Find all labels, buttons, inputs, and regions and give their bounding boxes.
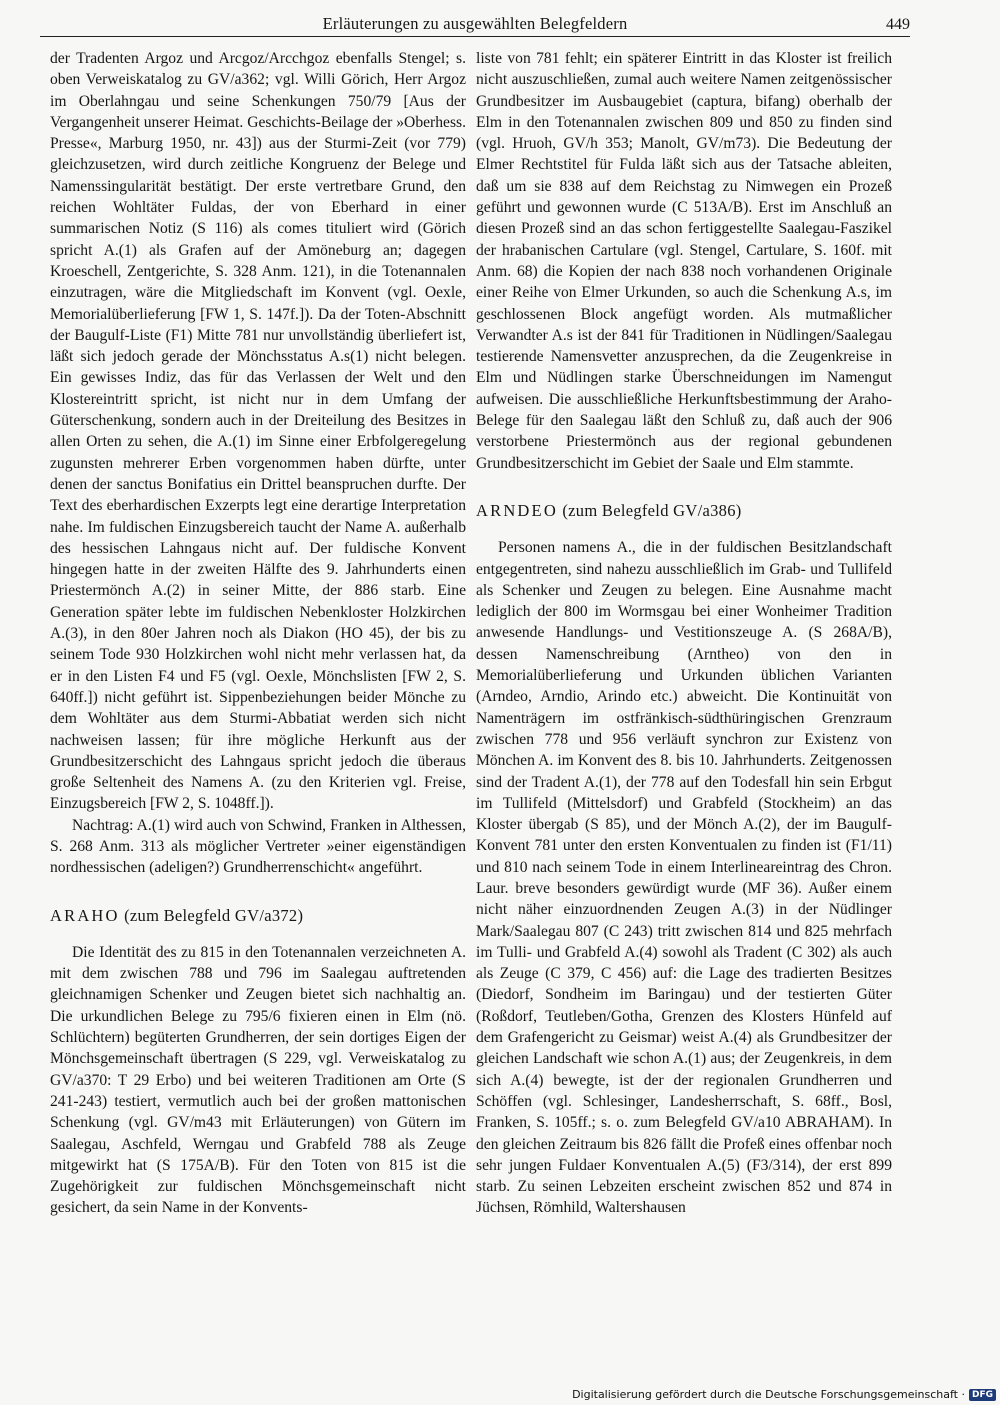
section-headword: ARAHO	[50, 905, 120, 925]
section-heading-suffix: (zum Belegfeld GV/a372)	[119, 905, 304, 925]
running-header	[40, 10, 910, 37]
left-paragraph-1: der Tradenten Argoz und Arcgoz/Arcchgoz ebenfalls Stengel; s. oben Verweiskatalog zu GV/a362; vgl. Willi Görich, Herr Argoz im Oberlahngau und seine Schenkungen 750/79 [Aus der Vergangenheit unserer Heimat. Geschichts-Beilage der »Oberhess. Presse«, Marburg 1950, nr. 43]) aus der Sturmi-Zeit (vor 779) gleichzusetzen, wird durch zeitliche Kongruenz der Belege und Namenssingularität bestätigt. Der erste vertretbare Grund, den reichen Wohltäter Fuldas, der von Eberhard in einer summarischen Notiz (S 116) als comes tituliert wird (Görich spricht A.(1) als Grafen auf der Amöneburg an; dagegen Kroeschell, Zentgerichte, S. 328 Anm. 121), in die Totenannalen einzutragen, wäre die Mitgliedschaft im Konvent (vgl. Oexle, Memorialüberlieferung [FW 1, S. 147f.]). Da der Toten-Abschnitt der Baugulf-Liste (F1) Mitte 781 nur unvollständig überliefert ist, läßt sich jedoch gerade der Mönchsstatus A.s(1) nicht belegen. Ein gewisses Indiz, das für das Verlassen der Welt und den Klostereintritt spricht, ist nicht nur in dem Umfang der Güterschenkung, sondern auch in der Dreiteilung des Besitzes in allen Orten zu sehen, die A.(1) im Sinne einer Erbfolgeregelung zugunsten mehrerer Erben vorgenommen haben dürfte, unter denen der sanctus Bonifatius ein Drittel beanspruchen durfte. Der Text des eberhardischen Exzerpts legt eine derartige Interpretation nahe. Im fuldischen Einzugsbereich taucht der Name A. außerhalb des hessischen Lahngaus nicht auf. Der fuldische Konvent hingegen hatte in der zweiten Hälfte des 9. Jahrhunderts einen Priestermönch A.(2) in seiner Mitte, der 886 starb. Eine Generation später lebte im fuldischen Nebenkloster Holzkirchen A.(3), in den 80er Jahren noch als Diakon (HO 45), der bis zu seinem Tode 930 Holzkirchen wohl nicht mehr verlassen hat, da er in den Listen F4 und F5 (vgl. Oexle, Mönchslisten [FW 2, S. 640ff.]) nicht geführt ist. Sippenbeziehungen beider Mönche zu dem Wohltäter aus dem Sturmi-Abbatiat werden sich nicht nachweisen lassen; für ihre mögliche Herkunft aus der Grundbesitzerschicht des Lahngaus spricht jedoch die überaus große Seltenheit des Namens A. (zu den Kriterien vgl. Freise, Einzugsbereich [FW 2, S. 1048ff.]).	[50, 50, 466, 813]
left-paragraph-nachtrag: Nachtrag: A.(1) wird auch von Schwind, Franken in Althessen, S. 268 Anm. 313 als möglicher Vertreter »einer eigenständigen nordhessischen (adeligen?) Grundherrenschicht« angeführt.	[50, 816, 466, 877]
right-column	[476, 48, 892, 1219]
arndeo-paragraph: Personen namens A., die in der fuldischen Besitzlandschaft entgegentreten, sind nahezu ausschließlich im Grab- und Tullifeld als Schenker und Zeugen zu belegen. Eine Ausnahme macht lediglich der 800 im Wormsgau bei einer Wonheimer Tradition anwesende Handlungs- und Vestitionszeuge A. (S 268A/B), dessen Namenschreibung (Arntheo) von den in Memorialüberlieferung und Urkunden üblichen Varianten (Arndeo, Arndio, Arindo etc.) abweicht. Die Kontinuität von Namenträgern im ostfränkisch-südthüringischen Grenzraum zwischen 778 und 956 verläuft synchron zur Existenz von Mönchen A. im Konvent des 8. bis 10. Jahrhunderts. Zeitgenossen sind der Tradent A.(1), der 778 auf den Todesfall hin sein Erbgut im Tullifeld (Mittelsdorf) und Grabfeld (Stockheim) an das Kloster übergab (S 85), und der Mönch A.(2), der im Baugulf-Konvent 781 unter den ersten Konventualen zu finden ist (F1/11) und 810 nach seinem Tode in einem Interlineareintrag des Chron. Laur. breve besonders gewürdigt wurde (MF 36). Außer einem nicht näher einzuordnenden Zeugen A.(3) in der Nüdlinger Mark/Saalegau 807 (C 243) tritt zwischen 814 und 825 mehrfach im Tulli- und Grabfeld A.(4) sowohl als Tradent (C 302) als auch als Zeuge (C 379, C 456) auf: die Lage des tradierten Besitzes (Diedorf, Sondheim im Baringau) und der testierten Güter (Roßdorf, Teutleben/Gotha, Grenzen des Klosters Hünfeld auf dem Grafengericht zu Geismar) weist A.(4) als Grundbesitzer der gleichen Landschaft wie schon A.(1) aus; der Zeugenkreis, in dem sich A.(4) bewegte, ist der der regionalen Grundherren und Schöffen (vgl. Schlesinger, Landesherrschaft, S. 68ff., Bosl, Franken, S. 105ff.; s. o. zum Belegfeld GV/a10 ABRAHAM). In den gleichen Zeitraum bis 826 fällt die Profeß eines offenbar noch sehr jungen Fuldaer Konventualen A.(5) (F3/314), der erst 899 starb. Zu seinen Lebzeiten erscheint zwischen 852 und 874 in Jüchsen, Römhild, Waltershausen	[476, 539, 892, 1217]
dfg-logo-icon: DFG	[969, 1389, 996, 1401]
footer-text: Digitalisierung gefördert durch die Deutsche Forschungsgemeinschaft ·	[572, 1388, 965, 1401]
section-heading-suffix: (zum Belegfeld GV/a386)	[557, 500, 742, 520]
page-number: 449	[886, 16, 910, 33]
right-paragraph-1: liste von 781 fehlt; ein späterer Eintritt in das Kloster ist freilich nicht auszuschließen, zumal auch weitere Namen zeitgenössischer Grundbesitzer im Ausbaugebiet (captura, bifang) oberhalb der Elm in den Totenannalen zwischen 809 und 850 zu finden sind (vgl. Hruoh, GV/h 353; Manolt, GV/m73). Die Bedeutung der Elmer Rechtstitel für Fulda läßt sich aus der Tatsache ableiten, daß um sie 838 auf dem Reichstag zu Nimwegen ein Prozeß geführt und gewonnen wurde (C 513A/B). Erst im Anschluß an diesen Prozeß sind an das schon fertiggestellte Saalegau-Faszikel der hrabanischen Cartulare (vgl. Stengel, Cartulare, S. 160f. mit Anm. 68) die Kopien der nach 838 noch vorhandenen Originale einer Reihe von Elmer Urkunden, so auch die Schenkung A.s, im geschlossenen Block angefügt worden. Als mutmaßlicher Verwandter A.s ist der 841 für Traditionen in Nüdlingen/Saalegau testierende Namensvetter anzusprechen, da die Zeugenkreise in Elm und Nüdlingen starke Überschneidungen im Namengut aufweisen. Die ausschließliche Herkunftsbestimmung der Araho-Belege für den Saalegau läßt den Schluß zu, daß auch der 906 verstorbene Priestermönch aus der regional gebundenen Grundbesitzerschicht im Gebiet der Saale und Elm stammte.	[476, 50, 892, 472]
page-title: Erläuterungen zu ausgewählten Belegfeldern	[322, 14, 628, 33]
footer-credit	[572, 1388, 996, 1401]
section-heading-araho	[50, 905, 466, 926]
section-heading-arndeo	[476, 500, 892, 521]
section-headword: ARNDEO	[476, 500, 558, 520]
araho-paragraph: Die Identität des zu 815 in den Totenannalen verzeichneten A. mit dem zwischen 788 und 796 im Saalegau auftretenden gleichnamigen Schenker und Zeugen bietet sich nachhaltig an. Die urkundlichen Belege zu 795/6 fixieren einen in Elm (nö. Schlüchtern) begüterten Grundherren, der sein dortiges Eigen der Mönchsgemeinschaft übertragen (S 229, vgl. Verweiskatalog zu GV/a370: T 29 Erbo) und bei weiteren Traditionen am Orte (S 241-243) testiert, vermutlich auch bei der großen mattonischen Schenkung (vgl. GV/m43 mit Erläuterungen) von Gütern im Saalegau, Aschfeld, Werngau und Grabfeld 788 als Zeuge mitgewirkt hat (S 175A/B). Für den Toten von 815 ist die Zugehörigkeit zur fuldischen Mönchsgemeinschaft nicht gesichert, da sein Name in der Konvents-	[50, 943, 466, 1217]
left-column	[50, 48, 466, 1219]
